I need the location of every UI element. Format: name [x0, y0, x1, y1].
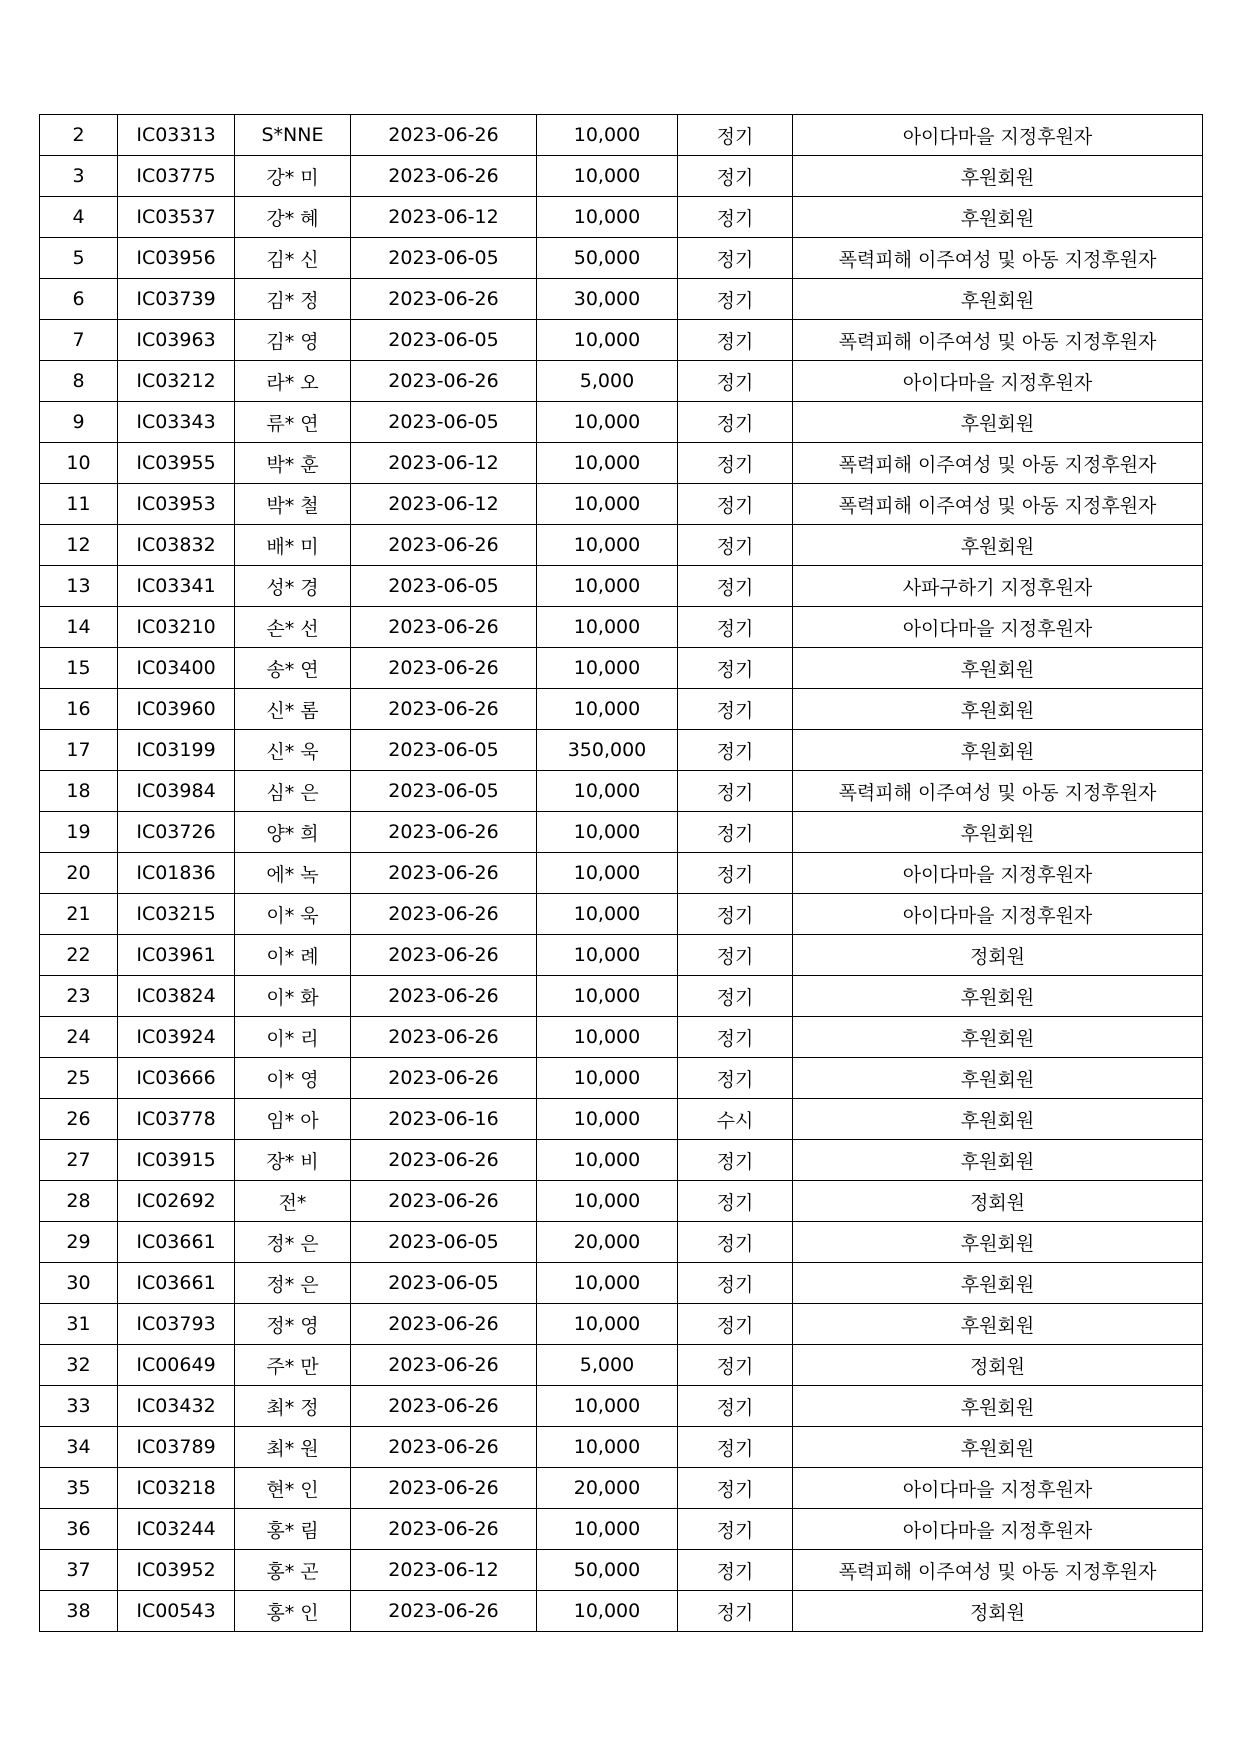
category-cell: 후원회원	[793, 402, 1203, 443]
amount-cell: 10,000	[537, 320, 678, 361]
amount-cell: 10,000	[537, 525, 678, 566]
date-cell: 2023-06-26	[351, 1345, 537, 1386]
donor-id-cell: IC03824	[118, 976, 235, 1017]
row-number-cell: 25	[40, 1058, 118, 1099]
donor-id-cell: IC03244	[118, 1509, 235, 1550]
category-cell: 후원회원	[793, 730, 1203, 771]
category-cell: 후원회원	[793, 689, 1203, 730]
donor-name-cell: 강* 혜	[235, 197, 351, 238]
category-cell: 아이다마을 지정후원자	[793, 361, 1203, 402]
table-row	[40, 1263, 1203, 1304]
date-cell: 2023-06-26	[351, 935, 537, 976]
row-number-cell: 14	[40, 607, 118, 648]
row-number-cell: 12	[40, 525, 118, 566]
table-row	[40, 1345, 1203, 1386]
donor-id-cell: IC03313	[118, 115, 235, 156]
donor-id-cell: IC03952	[118, 1550, 235, 1591]
amount-cell: 10,000	[537, 812, 678, 853]
amount-cell: 10,000	[537, 976, 678, 1017]
date-cell: 2023-06-26	[351, 1181, 537, 1222]
table-row	[40, 1140, 1203, 1181]
date-cell: 2023-06-26	[351, 1591, 537, 1632]
donation-table-body	[40, 115, 1203, 1632]
category-cell: 후원회원	[793, 1386, 1203, 1427]
donation-type-cell: 정기	[678, 279, 793, 320]
row-number-cell: 24	[40, 1017, 118, 1058]
donor-id-cell: IC03661	[118, 1263, 235, 1304]
row-number-cell: 19	[40, 812, 118, 853]
category-cell: 아이다마을 지정후원자	[793, 607, 1203, 648]
table-row	[40, 771, 1203, 812]
donor-id-cell: IC03343	[118, 402, 235, 443]
row-number-cell: 31	[40, 1304, 118, 1345]
table-row	[40, 1427, 1203, 1468]
donor-name-cell: 에* 녹	[235, 853, 351, 894]
amount-cell: 10,000	[537, 689, 678, 730]
donor-id-cell: IC03832	[118, 525, 235, 566]
date-cell: 2023-06-05	[351, 566, 537, 607]
donation-table	[39, 114, 1203, 1632]
amount-cell: 10,000	[537, 197, 678, 238]
date-cell: 2023-06-26	[351, 115, 537, 156]
donor-name-cell: 이* 영	[235, 1058, 351, 1099]
donor-name-cell: 박* 훈	[235, 443, 351, 484]
donor-name-cell: 손* 선	[235, 607, 351, 648]
table-row	[40, 525, 1203, 566]
row-number-cell: 17	[40, 730, 118, 771]
donor-name-cell: 배* 미	[235, 525, 351, 566]
donation-type-cell: 정기	[678, 648, 793, 689]
category-cell: 후원회원	[793, 279, 1203, 320]
date-cell: 2023-06-05	[351, 771, 537, 812]
table-row	[40, 730, 1203, 771]
donation-type-cell: 정기	[678, 1468, 793, 1509]
table-row	[40, 1468, 1203, 1509]
date-cell: 2023-06-26	[351, 1140, 537, 1181]
date-cell: 2023-06-26	[351, 1058, 537, 1099]
donor-name-cell: 홍* 림	[235, 1509, 351, 1550]
date-cell: 2023-06-26	[351, 1468, 537, 1509]
row-number-cell: 27	[40, 1140, 118, 1181]
donation-type-cell: 정기	[678, 607, 793, 648]
amount-cell: 10,000	[537, 1263, 678, 1304]
table-row	[40, 689, 1203, 730]
date-cell: 2023-06-05	[351, 402, 537, 443]
donation-type-cell: 정기	[678, 771, 793, 812]
donor-name-cell: 김* 영	[235, 320, 351, 361]
donor-id-cell: IC03956	[118, 238, 235, 279]
donation-type-cell: 정기	[678, 1550, 793, 1591]
donor-id-cell: IC03212	[118, 361, 235, 402]
donation-type-cell: 정기	[678, 1509, 793, 1550]
table-row	[40, 1099, 1203, 1140]
donation-type-cell: 정기	[678, 402, 793, 443]
donor-name-cell: 송* 연	[235, 648, 351, 689]
table-row	[40, 853, 1203, 894]
category-cell: 후원회원	[793, 1099, 1203, 1140]
table-row	[40, 320, 1203, 361]
donor-id-cell: IC03218	[118, 1468, 235, 1509]
table-row	[40, 115, 1203, 156]
table-row	[40, 648, 1203, 689]
donor-id-cell: IC03775	[118, 156, 235, 197]
donor-name-cell: 김* 신	[235, 238, 351, 279]
donation-type-cell: 정기	[678, 1058, 793, 1099]
donor-name-cell: 강* 미	[235, 156, 351, 197]
date-cell: 2023-06-26	[351, 279, 537, 320]
donor-name-cell: 심* 은	[235, 771, 351, 812]
amount-cell: 50,000	[537, 1550, 678, 1591]
amount-cell: 10,000	[537, 1058, 678, 1099]
category-cell: 정회원	[793, 935, 1203, 976]
donor-name-cell: 김* 정	[235, 279, 351, 320]
donor-id-cell: IC03924	[118, 1017, 235, 1058]
date-cell: 2023-06-26	[351, 1386, 537, 1427]
category-cell: 사파구하기 지정후원자	[793, 566, 1203, 607]
donor-name-cell: 정* 영	[235, 1304, 351, 1345]
category-cell: 폭력피해 이주여성 및 아동 지정후원자	[793, 1550, 1203, 1591]
amount-cell: 5,000	[537, 1345, 678, 1386]
donor-name-cell: 이* 리	[235, 1017, 351, 1058]
amount-cell: 350,000	[537, 730, 678, 771]
category-cell: 폭력피해 이주여성 및 아동 지정후원자	[793, 238, 1203, 279]
donor-name-cell: 홍* 곤	[235, 1550, 351, 1591]
donation-type-cell: 정기	[678, 935, 793, 976]
category-cell: 후원회원	[793, 1017, 1203, 1058]
amount-cell: 10,000	[537, 1386, 678, 1427]
date-cell: 2023-06-16	[351, 1099, 537, 1140]
donation-type-cell: 정기	[678, 156, 793, 197]
table-row	[40, 1591, 1203, 1632]
category-cell: 아이다마을 지정후원자	[793, 115, 1203, 156]
row-number-cell: 4	[40, 197, 118, 238]
donor-id-cell: IC03726	[118, 812, 235, 853]
donation-type-cell: 정기	[678, 1181, 793, 1222]
category-cell: 후원회원	[793, 976, 1203, 1017]
category-cell: 후원회원	[793, 1263, 1203, 1304]
donor-name-cell: 최* 정	[235, 1386, 351, 1427]
table-row	[40, 1550, 1203, 1591]
donor-id-cell: IC03955	[118, 443, 235, 484]
row-number-cell: 7	[40, 320, 118, 361]
row-number-cell: 36	[40, 1509, 118, 1550]
donation-type-cell: 정기	[678, 1017, 793, 1058]
donor-name-cell: 임* 아	[235, 1099, 351, 1140]
amount-cell: 10,000	[537, 1140, 678, 1181]
donor-name-cell: 라* 오	[235, 361, 351, 402]
table-row	[40, 812, 1203, 853]
amount-cell: 10,000	[537, 1017, 678, 1058]
amount-cell: 5,000	[537, 361, 678, 402]
amount-cell: 10,000	[537, 771, 678, 812]
amount-cell: 20,000	[537, 1468, 678, 1509]
donor-name-cell: 현* 인	[235, 1468, 351, 1509]
category-cell: 아이다마을 지정후원자	[793, 1509, 1203, 1550]
donation-type-cell: 정기	[678, 730, 793, 771]
date-cell: 2023-06-12	[351, 443, 537, 484]
donation-type-cell: 정기	[678, 1386, 793, 1427]
category-cell: 폭력피해 이주여성 및 아동 지정후원자	[793, 484, 1203, 525]
row-number-cell: 9	[40, 402, 118, 443]
donor-name-cell: 이* 화	[235, 976, 351, 1017]
donor-name-cell: 이* 욱	[235, 894, 351, 935]
donor-id-cell: IC03778	[118, 1099, 235, 1140]
date-cell: 2023-06-26	[351, 1509, 537, 1550]
donation-type-cell: 정기	[678, 238, 793, 279]
date-cell: 2023-06-26	[351, 894, 537, 935]
date-cell: 2023-06-26	[351, 976, 537, 1017]
donor-id-cell: IC03739	[118, 279, 235, 320]
donor-name-cell: 신* 욱	[235, 730, 351, 771]
category-cell: 후원회원	[793, 1427, 1203, 1468]
row-number-cell: 33	[40, 1386, 118, 1427]
row-number-cell: 21	[40, 894, 118, 935]
amount-cell: 10,000	[537, 1099, 678, 1140]
category-cell: 후원회원	[793, 1058, 1203, 1099]
amount-cell: 10,000	[537, 443, 678, 484]
donation-type-cell: 정기	[678, 484, 793, 525]
donor-id-cell: IC03793	[118, 1304, 235, 1345]
table-row	[40, 1386, 1203, 1427]
row-number-cell: 38	[40, 1591, 118, 1632]
table-row	[40, 566, 1203, 607]
donor-name-cell: 최* 원	[235, 1427, 351, 1468]
row-number-cell: 20	[40, 853, 118, 894]
table-row	[40, 156, 1203, 197]
donation-type-cell: 정기	[678, 894, 793, 935]
amount-cell: 10,000	[537, 648, 678, 689]
category-cell: 후원회원	[793, 525, 1203, 566]
category-cell: 폭력피해 이주여성 및 아동 지정후원자	[793, 443, 1203, 484]
donation-type-cell: 정기	[678, 1427, 793, 1468]
donor-id-cell: IC03960	[118, 689, 235, 730]
date-cell: 2023-06-05	[351, 730, 537, 771]
date-cell: 2023-06-26	[351, 812, 537, 853]
row-number-cell: 16	[40, 689, 118, 730]
donor-id-cell: IC03537	[118, 197, 235, 238]
donor-id-cell: IC03199	[118, 730, 235, 771]
date-cell: 2023-06-26	[351, 689, 537, 730]
date-cell: 2023-06-05	[351, 1263, 537, 1304]
row-number-cell: 18	[40, 771, 118, 812]
category-cell: 정회원	[793, 1345, 1203, 1386]
date-cell: 2023-06-12	[351, 484, 537, 525]
category-cell: 정회원	[793, 1591, 1203, 1632]
category-cell: 폭력피해 이주여성 및 아동 지정후원자	[793, 771, 1203, 812]
donor-name-cell: 홍* 인	[235, 1591, 351, 1632]
donor-id-cell: IC02692	[118, 1181, 235, 1222]
table-row	[40, 976, 1203, 1017]
amount-cell: 10,000	[537, 1304, 678, 1345]
row-number-cell: 15	[40, 648, 118, 689]
donor-id-cell: IC03953	[118, 484, 235, 525]
date-cell: 2023-06-26	[351, 156, 537, 197]
donation-type-cell: 수시	[678, 1099, 793, 1140]
donation-type-cell: 정기	[678, 853, 793, 894]
row-number-cell: 5	[40, 238, 118, 279]
category-cell: 후원회원	[793, 1222, 1203, 1263]
donor-name-cell: 전*	[235, 1181, 351, 1222]
table-row	[40, 197, 1203, 238]
donation-type-cell: 정기	[678, 1345, 793, 1386]
donor-id-cell: IC03400	[118, 648, 235, 689]
date-cell: 2023-06-26	[351, 525, 537, 566]
donor-id-cell: IC03341	[118, 566, 235, 607]
table-row	[40, 484, 1203, 525]
row-number-cell: 34	[40, 1427, 118, 1468]
donation-type-cell: 정기	[678, 1304, 793, 1345]
date-cell: 2023-06-26	[351, 607, 537, 648]
date-cell: 2023-06-26	[351, 853, 537, 894]
category-cell: 아이다마을 지정후원자	[793, 1468, 1203, 1509]
donor-name-cell: 성* 경	[235, 566, 351, 607]
table-row	[40, 1181, 1203, 1222]
amount-cell: 10,000	[537, 935, 678, 976]
donation-type-cell: 정기	[678, 976, 793, 1017]
row-number-cell: 6	[40, 279, 118, 320]
category-cell: 후원회원	[793, 1304, 1203, 1345]
row-number-cell: 37	[40, 1550, 118, 1591]
table-row	[40, 935, 1203, 976]
amount-cell: 10,000	[537, 156, 678, 197]
amount-cell: 10,000	[537, 115, 678, 156]
amount-cell: 10,000	[537, 484, 678, 525]
category-cell: 후원회원	[793, 1140, 1203, 1181]
row-number-cell: 10	[40, 443, 118, 484]
category-cell: 후원회원	[793, 648, 1203, 689]
donor-name-cell: 정* 은	[235, 1263, 351, 1304]
donor-id-cell: IC03915	[118, 1140, 235, 1181]
donor-name-cell: 장* 비	[235, 1140, 351, 1181]
row-number-cell: 23	[40, 976, 118, 1017]
donation-type-cell: 정기	[678, 1140, 793, 1181]
donor-id-cell: IC03666	[118, 1058, 235, 1099]
category-cell: 폭력피해 이주여성 및 아동 지정후원자	[793, 320, 1203, 361]
donation-type-cell: 정기	[678, 566, 793, 607]
date-cell: 2023-06-12	[351, 197, 537, 238]
category-cell: 아이다마을 지정후원자	[793, 853, 1203, 894]
donor-id-cell: IC00543	[118, 1591, 235, 1632]
date-cell: 2023-06-26	[351, 1427, 537, 1468]
donor-name-cell: 양* 희	[235, 812, 351, 853]
category-cell: 후원회원	[793, 812, 1203, 853]
donation-type-cell: 정기	[678, 1222, 793, 1263]
donor-name-cell: 박* 철	[235, 484, 351, 525]
donation-type-cell: 정기	[678, 361, 793, 402]
amount-cell: 20,000	[537, 1222, 678, 1263]
donation-type-cell: 정기	[678, 1591, 793, 1632]
table-row	[40, 402, 1203, 443]
row-number-cell: 8	[40, 361, 118, 402]
date-cell: 2023-06-05	[351, 320, 537, 361]
row-number-cell: 11	[40, 484, 118, 525]
amount-cell: 10,000	[537, 1591, 678, 1632]
donation-type-cell: 정기	[678, 1263, 793, 1304]
donation-type-cell: 정기	[678, 689, 793, 730]
table-row	[40, 279, 1203, 320]
row-number-cell: 26	[40, 1099, 118, 1140]
table-row	[40, 1509, 1203, 1550]
donation-type-cell: 정기	[678, 320, 793, 361]
donor-id-cell: IC03215	[118, 894, 235, 935]
row-number-cell: 3	[40, 156, 118, 197]
donor-name-cell: 주* 만	[235, 1345, 351, 1386]
donor-id-cell: IC00649	[118, 1345, 235, 1386]
donor-id-cell: IC03984	[118, 771, 235, 812]
donor-name-cell: 정* 은	[235, 1222, 351, 1263]
donation-type-cell: 정기	[678, 525, 793, 566]
table-row	[40, 1304, 1203, 1345]
category-cell: 후원회원	[793, 156, 1203, 197]
amount-cell: 50,000	[537, 238, 678, 279]
row-number-cell: 35	[40, 1468, 118, 1509]
table-row	[40, 361, 1203, 402]
amount-cell: 10,000	[537, 402, 678, 443]
date-cell: 2023-06-26	[351, 1017, 537, 1058]
amount-cell: 10,000	[537, 566, 678, 607]
donor-name-cell: 신* 롬	[235, 689, 351, 730]
category-cell: 정회원	[793, 1181, 1203, 1222]
row-number-cell: 32	[40, 1345, 118, 1386]
amount-cell: 10,000	[537, 1427, 678, 1468]
date-cell: 2023-06-26	[351, 648, 537, 689]
donation-type-cell: 정기	[678, 197, 793, 238]
amount-cell: 10,000	[537, 1509, 678, 1550]
amount-cell: 10,000	[537, 1181, 678, 1222]
table-row	[40, 443, 1203, 484]
row-number-cell: 30	[40, 1263, 118, 1304]
date-cell: 2023-06-05	[351, 238, 537, 279]
category-cell: 아이다마을 지정후원자	[793, 894, 1203, 935]
row-number-cell: 22	[40, 935, 118, 976]
donor-id-cell: IC03963	[118, 320, 235, 361]
donor-id-cell: IC03789	[118, 1427, 235, 1468]
donor-id-cell: IC03210	[118, 607, 235, 648]
amount-cell: 10,000	[537, 853, 678, 894]
row-number-cell: 28	[40, 1181, 118, 1222]
donor-name-cell: S*NNE	[235, 115, 351, 156]
donation-type-cell: 정기	[678, 443, 793, 484]
date-cell: 2023-06-26	[351, 361, 537, 402]
donor-id-cell: IC03961	[118, 935, 235, 976]
table-row	[40, 1058, 1203, 1099]
date-cell: 2023-06-05	[351, 1222, 537, 1263]
table-row	[40, 1017, 1203, 1058]
category-cell: 후원회원	[793, 197, 1203, 238]
donor-id-cell: IC03661	[118, 1222, 235, 1263]
table-row	[40, 607, 1203, 648]
amount-cell: 10,000	[537, 607, 678, 648]
donor-name-cell: 류* 연	[235, 402, 351, 443]
row-number-cell: 29	[40, 1222, 118, 1263]
donation-type-cell: 정기	[678, 812, 793, 853]
donation-type-cell: 정기	[678, 115, 793, 156]
amount-cell: 30,000	[537, 279, 678, 320]
date-cell: 2023-06-26	[351, 1304, 537, 1345]
donor-id-cell: IC03432	[118, 1386, 235, 1427]
row-number-cell: 13	[40, 566, 118, 607]
amount-cell: 10,000	[537, 894, 678, 935]
table-row	[40, 894, 1203, 935]
date-cell: 2023-06-12	[351, 1550, 537, 1591]
table-row	[40, 1222, 1203, 1263]
table-row	[40, 238, 1203, 279]
donor-id-cell: IC01836	[118, 853, 235, 894]
donor-name-cell: 이* 례	[235, 935, 351, 976]
row-number-cell: 2	[40, 115, 118, 156]
